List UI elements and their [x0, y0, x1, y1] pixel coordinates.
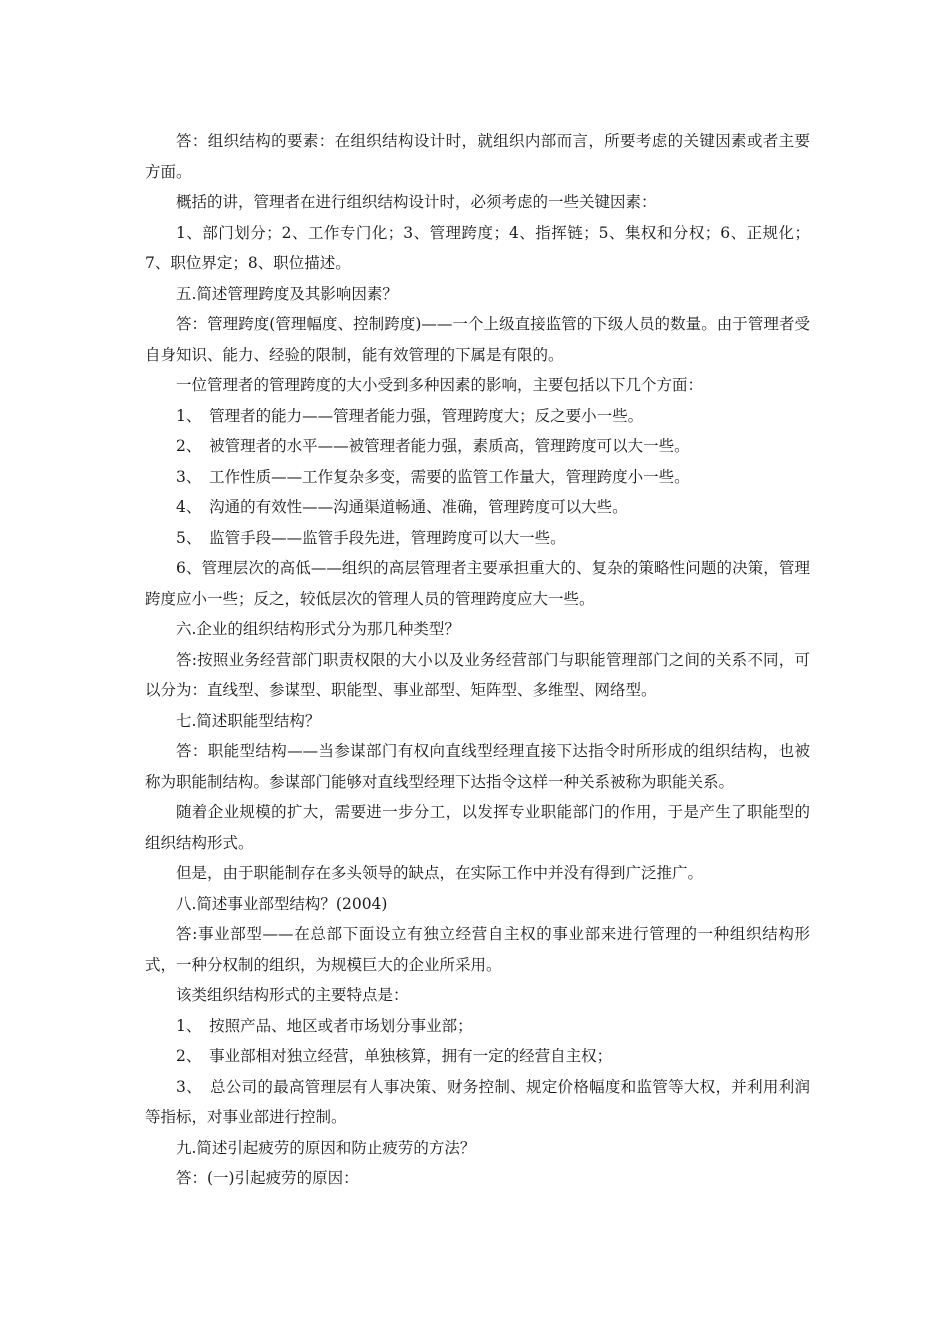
body-paragraph: 一位管理者的管理跨度的大小受到多种因素的影响，主要包括以下几个方面：	[176, 376, 704, 394]
answer-paragraph: 答：(一)引起疲劳的原因：	[176, 1169, 359, 1187]
body-paragraph: 随着企业规模的扩大，需要进一步分工，以发挥专业职能部门的作用，于是产生了职能型的组织结构形式。	[145, 803, 810, 852]
list-item: 2、 事业部相对独立经营，单独核算，拥有一定的经营自主权；	[176, 1047, 613, 1065]
list-item: 6、管理层次的高低——组织的高层管理者主要承担重大的、复杂的策略性问题的决策，管理跨度应小一些；反之，较低层次的管理人员的管理跨度应大一些。	[145, 559, 810, 608]
body-paragraph: 但是，由于职能制存在多头领导的缺点，在实际工作中并没有得到广泛推广。	[176, 864, 704, 882]
list-paragraph: 1、部门划分；2、工作专门化；3、管理跨度；4、指挥链；5、集权和分权；6、正规化；7、职位界定；8、职位描述。	[145, 223, 810, 272]
answer-paragraph: 答：职能型结构——当参谋部门有权向直线型经理直接下达指令时所形成的组织结构，也被称为职能制结构。参谋部门能够对直线型经理下达指令这样一种关系被称为职能关系。	[145, 742, 810, 791]
list-item: 2、 被管理者的水平——被管理者能力强，素质高，管理跨度可以大一些。	[176, 437, 690, 455]
answer-paragraph: 答:事业部型——在总部下面设立有独立经营自主权的事业部来进行管理的一种组织结构形式，一种分权制的组织，为规模巨大的企业所采用。	[145, 925, 810, 974]
list-item: 3、 总公司的最高管理层有人事决策、财务控制、规定价格幅度和监管等大权，并利用利润等指标，对事业部进行控制。	[145, 1077, 810, 1126]
document-body	[145, 126, 810, 1194]
list-item: 4、 沟通的有效性——沟通渠道畅通、准确，管理跨度可以大些。	[176, 498, 628, 516]
answer-paragraph: 答：组织结构的要素：在组织结构设计时，就组织内部而言，所要考虑的关键因素或者主要方面。	[145, 132, 810, 181]
question-heading: 五.简述管理跨度及其影响因素？	[176, 284, 398, 303]
question-heading: 九.简述引起疲劳的原因和防止疲劳的方法？	[176, 1138, 476, 1157]
list-item: 3、 工作性质——工作复杂多变，需要的监管工作量大，管理跨度小一些。	[176, 467, 690, 486]
list-item: 1、 按照产品、地区或者市场划分事业部；	[176, 1016, 473, 1035]
answer-paragraph: 答:按照业务经营部门职责权限的大小以及业务经营部门与职能管理部门之间的关系不同，可以分为：直线型、参谋型、职能型、事业部型、矩阵型、多维型、网络型。	[145, 650, 810, 699]
list-item: 1、 管理者的能力——管理者能力强，管理跨度大；反之要小一些。	[176, 406, 644, 425]
body-paragraph: 概括的讲，管理者在进行组织结构设计时，必须考虑的一些关键因素：	[176, 193, 657, 211]
question-heading: 六.企业的组织结构形式分为那几种类型？	[176, 620, 460, 638]
body-paragraph: 该类组织结构形式的主要特点是：	[176, 986, 409, 1004]
answer-paragraph: 答：管理跨度(管理幅度、控制跨度)——一个上级直接监管的下级人员的数量。由于管理者受自身知识、能力、经验的限制，能有效管理的下属是有限的。	[145, 315, 810, 364]
question-heading: 八.简述事业部型结构？(2004)	[176, 894, 388, 913]
question-heading: 七.简述职能型结构？	[176, 711, 321, 730]
list-item: 5、 监管手段——监管手段先进，管理跨度可以大一些。	[176, 528, 566, 547]
